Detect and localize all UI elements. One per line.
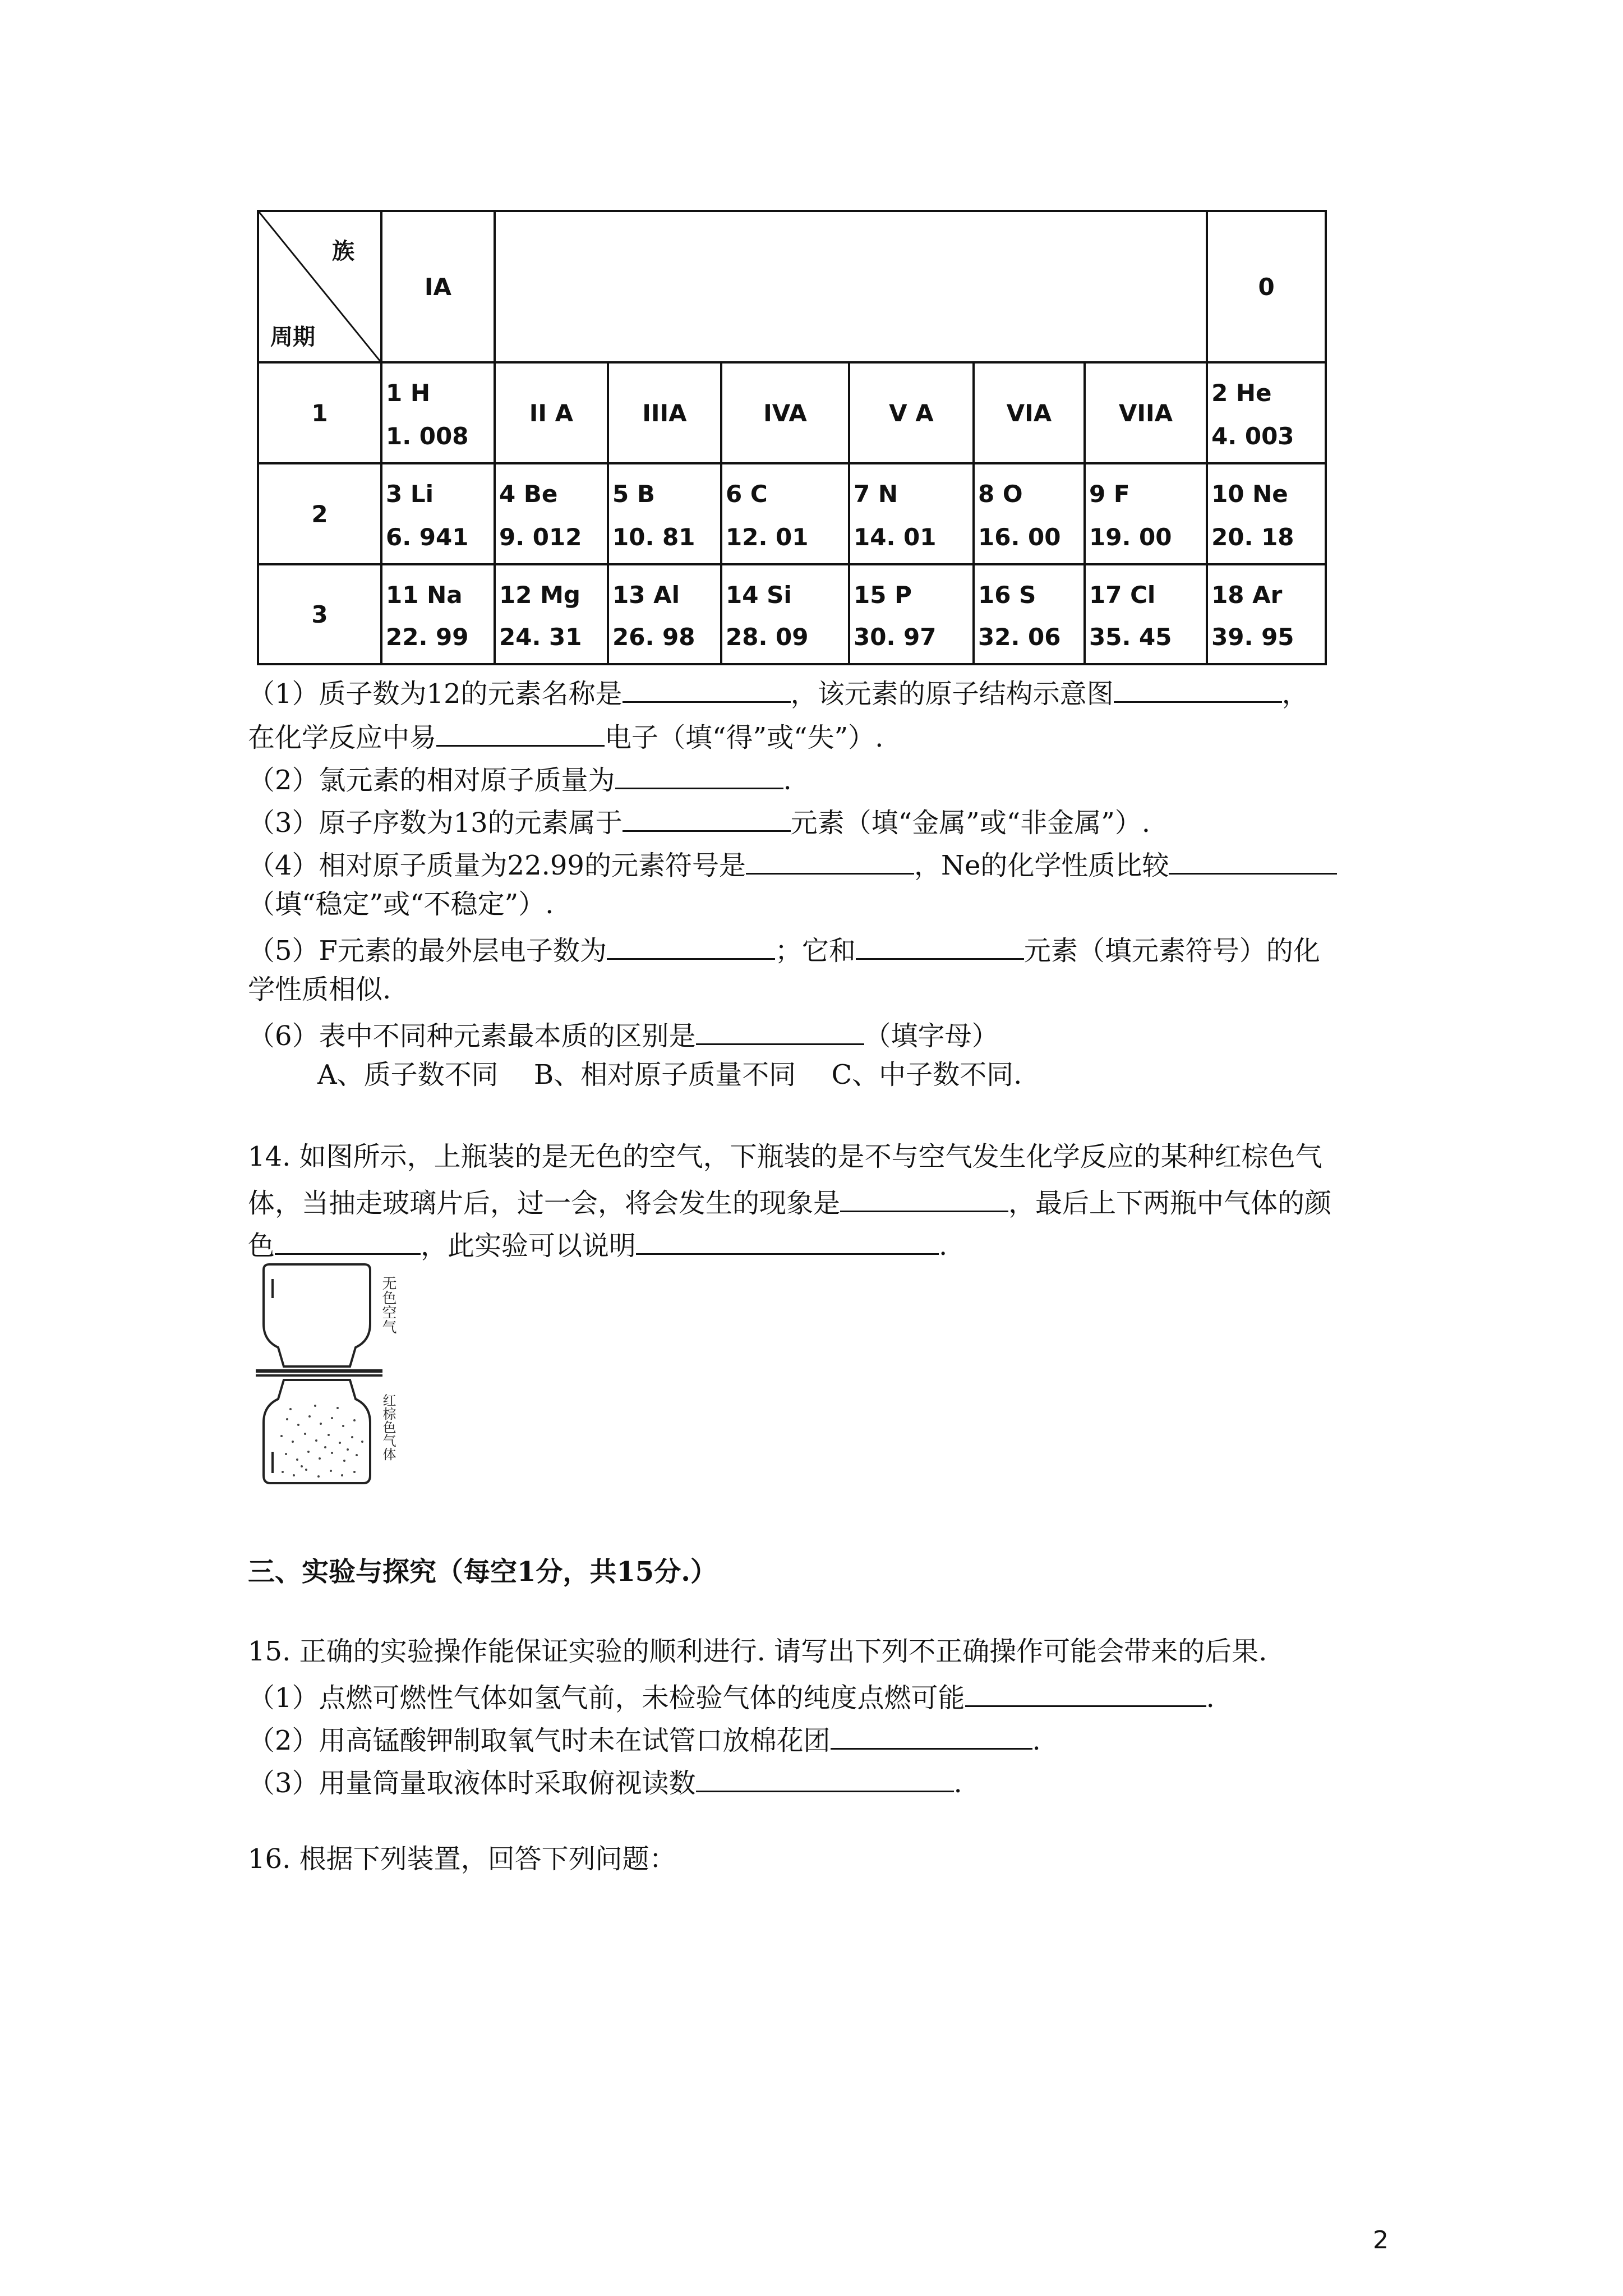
q15-line-2: （2）用高锰酸钾制取氧气时未在试管口放棉花团 . [248,1719,1041,1759]
element-mass: 4. 003 [1211,422,1294,450]
element-symbol: 1 H [386,379,430,407]
element-cell [1207,564,1326,664]
upper-bottle-label: 无色空气 [380,1276,396,1334]
element-mass: 14. 01 [854,523,937,551]
element-symbol: 2 He [1211,379,1272,407]
answer-blank[interactable] [623,672,791,703]
element-cell [974,564,1085,664]
element-mass: 20. 18 [1211,523,1294,551]
element-cell [495,564,608,664]
q13-line-7: （5）F元素的最外层电子数为 ；它和 元素（填元素符号）的化 [248,929,1320,969]
q13-line-9: （6）表中不同种元素最本质的区别是 （填字母） [248,1014,999,1054]
element-symbol: 7 N [854,480,898,508]
group-label: IVA [721,362,849,463]
q15-line-1: （1）点燃可燃性气体如氢气前，未检验气体的纯度点燃可能 . [248,1676,1215,1716]
answer-blank[interactable] [856,929,1024,960]
answer-blank[interactable] [436,716,605,747]
answer-blank[interactable] [696,1761,954,1792]
q13-line-1: （1）质子数为12的元素名称是 ，该元素的原子结构示意图 ， [248,672,1309,712]
element-cell [1207,463,1326,564]
element-mass: 30. 97 [854,623,937,651]
element-symbol: 15 P [854,581,912,609]
period-label: 3 [258,564,381,664]
group-label: II A [495,362,608,463]
element-cell [849,564,974,664]
q13-line-4: （3）原子序数为13的元素属于 元素（填“金属”或“非金属”）. [248,801,1150,841]
answer-blank[interactable] [1169,844,1337,875]
period-label: 1 [258,362,381,463]
element-mass: 24. 31 [499,623,582,651]
element-cell [381,463,495,564]
q13-options: A、质子数不同 B、相对原子质量不同 C、中子数不同. [317,1059,1022,1091]
element-symbol: 11 Na [386,581,463,609]
element-symbol: 10 Ne [1211,480,1288,508]
section-3-title: 三、实验与探究（每空1分，共15分.） [248,1556,717,1588]
element-cell-he [1207,362,1326,463]
element-symbol: 6 C [726,480,768,508]
lower-bottle-label: 红棕色气体 [380,1393,396,1461]
element-symbol: 5 B [612,480,655,508]
element-symbol: 13 Al [612,581,680,609]
group-label: VIIA [1085,362,1207,463]
element-symbol: 3 Li [386,480,434,508]
element-symbol: 9 F [1089,480,1130,508]
group-label: VIA [974,362,1085,463]
answer-blank[interactable] [831,1719,1032,1750]
group-label: V A [849,362,974,463]
element-symbol: 18 Ar [1211,581,1283,609]
element-mass: 10. 81 [612,523,695,551]
answer-blank[interactable] [840,1181,1008,1212]
element-cell [721,463,849,564]
element-symbol: 8 O [978,480,1023,508]
element-mass: 32. 06 [978,623,1061,651]
element-mass: 22. 99 [386,623,469,651]
answer-blank[interactable] [965,1676,1206,1707]
group-zero-header: 0 [1207,211,1326,362]
element-cell [381,564,495,664]
element-cell [849,463,974,564]
element-cell [495,463,608,564]
element-cell [721,564,849,664]
element-mass: 6. 941 [386,523,469,551]
q13-line-8: 学性质相似. [248,974,391,1005]
group-label: IIIA [608,362,721,463]
periodic-table [257,210,1327,665]
page-number: 2 [1373,2226,1389,2254]
element-cell [1085,564,1207,664]
element-symbol: 14 Si [726,581,792,609]
answer-blank[interactable] [636,1224,939,1255]
answer-blank[interactable] [615,758,783,789]
q14-line-2: 体，当抽走玻璃片后，过一会，将会发生的现象是 ，最后上下两瓶中气体的颜 [248,1181,1331,1221]
element-mass: 16. 00 [978,523,1061,551]
blank-header-cell [495,211,1207,362]
answer-blank[interactable] [696,1014,864,1045]
group-ia-header: IA [381,211,495,362]
q13-line-5: （4）相对原子质量为22.99的元素符号是 ，Ne的化学性质比较 [248,844,1337,884]
q13-line-2: 在化学反应中易 电子（填“得”或“失”）. [248,716,883,756]
element-symbol: 4 Be [499,480,558,508]
element-mass: 28. 09 [726,623,809,651]
q15-line-3: （3）用量筒量取液体时采取俯视读数 . [248,1761,962,1801]
period-label: 2 [258,463,381,564]
answer-blank[interactable] [746,844,914,875]
element-mass: 39. 95 [1211,623,1294,651]
element-symbol: 16 S [978,581,1036,609]
answer-blank[interactable] [607,929,775,960]
q14-line-3: 色 ，此实验可以说明 . [248,1224,947,1264]
element-mass: 35. 45 [1089,623,1172,651]
answer-blank[interactable] [623,801,791,832]
element-cell [608,463,721,564]
element-symbol: 12 Mg [499,581,580,609]
group-header-label: 族 [332,238,354,264]
q13-line-6: （填“稳定”或“不稳定”）. [248,889,554,920]
element-cell [608,564,721,664]
element-mass: 9. 012 [499,523,582,551]
answer-blank[interactable] [275,1224,421,1255]
q14-line-1: 14. 如图所示，上瓶装的是无色的空气，下瓶装的是不与空气发生化学反应的某种红棕色气 [248,1141,1322,1172]
gas-diffusion-apparatus-figure [253,1257,416,1492]
element-cell [974,463,1085,564]
element-cell [1085,463,1207,564]
element-mass: 1. 008 [386,422,469,450]
element-mass: 19. 00 [1089,523,1172,551]
element-mass: 12. 01 [726,523,809,551]
q16-text: 16. 根据下列装置，回答下列问题： [248,1843,676,1875]
answer-blank[interactable] [1114,672,1282,703]
element-mass: 26. 98 [612,623,695,651]
period-header-label: 周期 [270,324,315,350]
q13-line-3: （2）氯元素的相对原子质量为 . [248,758,792,798]
element-cell-h [381,362,495,463]
q15-intro: 15. 正确的实验操作能保证实验的顺利进行. 请写出下列不正确操作可能会带来的后果. [248,1636,1267,1667]
table-corner-cell [258,211,381,362]
element-symbol: 17 Cl [1089,581,1156,609]
